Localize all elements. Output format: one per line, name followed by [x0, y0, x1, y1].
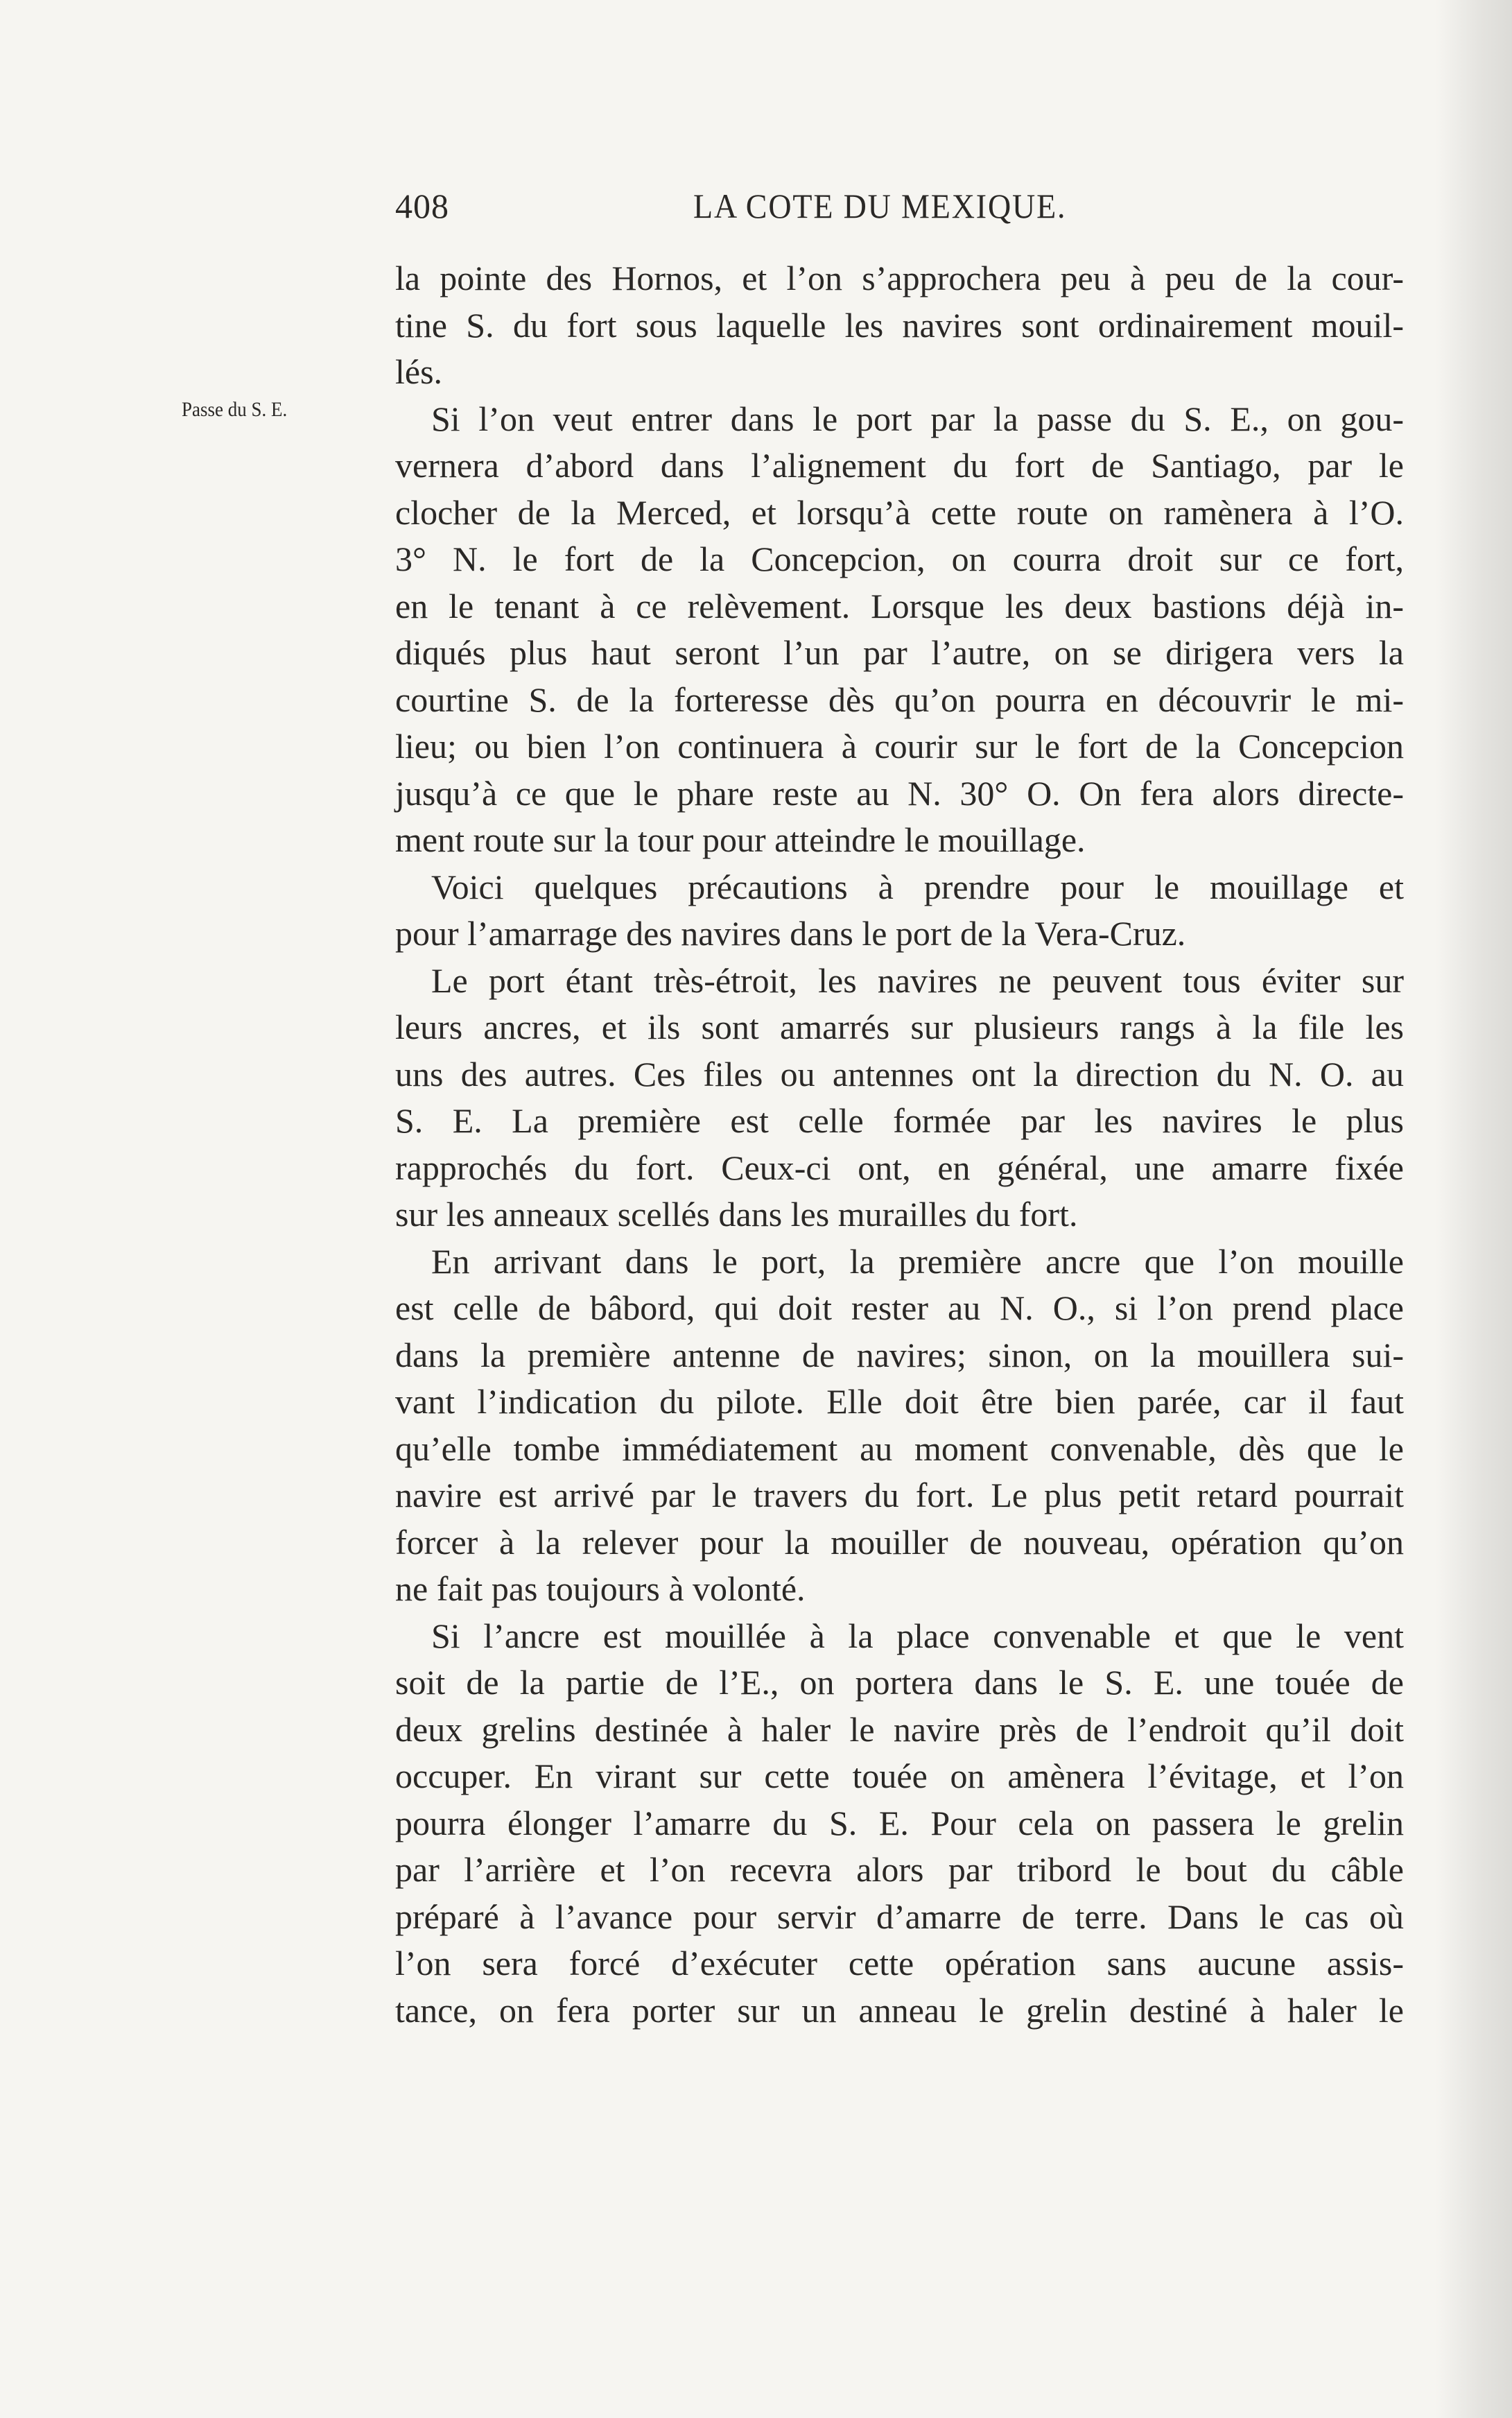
text-line: pour l’amarrage des navires dans le port de la Vera-Cruz.: [395, 914, 1186, 953]
text-line: clocher de la Merced, et lorsqu’à cette route on ramènera à l’O.: [395, 492, 1404, 532]
page-edge-shadow: [1436, 0, 1512, 2418]
text-line: forcer à la relever pour la mouiller de nouveau, opération qu’on: [395, 1522, 1404, 1562]
text-line: vant l’indication du pilote. Elle doit être bien parée, car il faut: [395, 1382, 1404, 1421]
text-line: ne fait pas toujours à volonté.: [395, 1569, 806, 1608]
text-line: préparé à l’avance pour servir d’amarre de terre. Dans le cas où: [395, 1897, 1404, 1936]
text-line: Si l’on veut entrer dans le port par la passe du S. E., on gou-: [431, 399, 1404, 438]
text-line: 3° N. le fort de la Concepcion, on courra droit sur ce fort,: [395, 539, 1404, 578]
body-text: [395, 255, 1404, 2034]
text-line: en le tenant à ce relèvement. Lorsque les deux bastions déjà in-: [395, 586, 1404, 625]
text-line: tance, on fera porter sur un anneau le grelin destiné à haler le: [395, 1990, 1404, 2030]
text-line: occuper. En virant sur cette touée on amènera l’évitage, et l’on: [395, 1756, 1404, 1795]
text-line: sur les anneaux scellés dans les murailles du fort.: [395, 1195, 1078, 1234]
text-line: En arrivant dans le port, la première ancre que l’on mouille: [431, 1241, 1404, 1281]
text-line: navire est arrivé par le travers du fort. Le plus petit retard pourrait: [395, 1476, 1404, 1514]
text-line: lieu; ou bien l’on continuera à courir sur le fort de la Concepcion: [395, 727, 1404, 766]
text-line: S. E. La première est celle formée par les navires le plus: [395, 1101, 1404, 1140]
text-line: lés.: [395, 352, 443, 391]
text-line: dans la première antenne de navires; sinon, on la mouillera sui-: [395, 1335, 1404, 1374]
text-line: jusqu’à ce que le phare reste au N. 30° O. On fera alors directe-: [395, 773, 1404, 813]
text-line: diqués plus haut seront l’un par l’autre, on se dirigera vers la: [395, 633, 1404, 672]
text-line: leurs ancres, et ils sont amarrés sur plusieurs rangs à la file les: [395, 1008, 1404, 1046]
text-line: Le port étant très-étroit, les navires ne peuvent tous éviter sur: [431, 960, 1404, 1000]
text-line: uns des autres. Ces files ou antennes ont la direction du N. O. au: [395, 1054, 1404, 1094]
text-line: soit de la partie de l’E., on portera dans le S. E. une touée de: [395, 1663, 1404, 1702]
text-line: tine S. du fort sous laquelle les navires sont ordinairement mouil-: [395, 305, 1404, 345]
text-line: vernera d’abord dans l’alignement du fort de Santiago, par le: [395, 446, 1404, 485]
text-line: deux grelins destinée à haler le navire près de l’endroit qu’il doit: [395, 1709, 1404, 1749]
text-line: la pointe des Hornos, et l’on s’approchera peu à peu de la cour-: [395, 259, 1404, 297]
text-line: l’on sera forcé d’exécuter cette opération sans aucune assis-: [395, 1944, 1404, 1983]
page-header: [395, 186, 1404, 234]
text-line: Si l’ancre est mouillée à la place convenable et que le vent: [431, 1616, 1404, 1655]
text-line: pourra élonger l’amarre du S. E. Pour cela on passera le grelin: [395, 1803, 1404, 1842]
text-line: par l’arrière et l’on recevra alors par tribord le bout du câble: [395, 1850, 1404, 1889]
running-title: LA COTE DU MEXIQUE.: [693, 187, 1067, 225]
text-line: courtine S. de la forteresse dès qu’on pourra en découvrir le mi-: [395, 680, 1404, 719]
text-line: ment route sur la tour pour atteindre le mouillage.: [395, 820, 1086, 859]
text-line: est celle de bâbord, qui doit rester au N. O., si l’on prend place: [395, 1288, 1404, 1327]
text-line: Voici quelques précautions à prendre pour le mouillage et: [431, 867, 1404, 906]
page-number: 408: [395, 187, 449, 225]
margin-note: Passe du S. E.: [182, 398, 288, 421]
text-line: rapprochés du fort. Ceux-ci ont, en général, une amarre fixée: [395, 1148, 1404, 1187]
text-line: qu’elle tombe immédiatement au moment convenable, dès que le: [395, 1428, 1404, 1468]
